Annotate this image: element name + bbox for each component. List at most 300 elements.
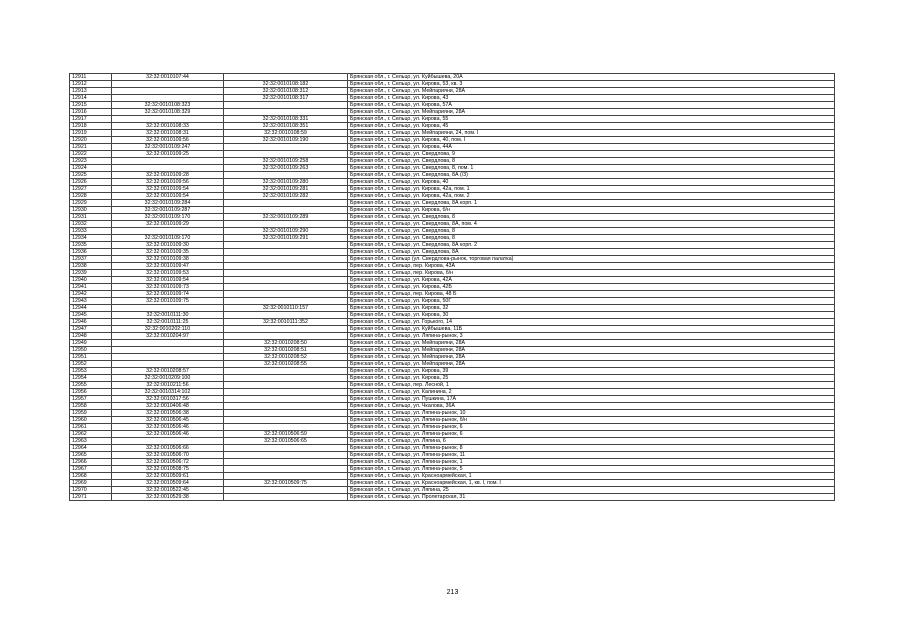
- cadastral-number-cell: [112, 340, 224, 347]
- related-cadastral-number-cell: [224, 494, 348, 501]
- cadastral-number-cell: [112, 361, 224, 368]
- row-number-cell: 12954: [70, 375, 112, 382]
- related-cadastral-number-cell: [224, 368, 348, 375]
- cadastral-number-cell: [112, 305, 224, 312]
- table-row: [70, 249, 835, 256]
- row-number-cell: 12961: [70, 424, 112, 431]
- related-cadastral-number-cell: [224, 382, 348, 389]
- address-cell: Брянская обл., г. Сельцо, ул. Ляпина-рынок, 6: [348, 431, 835, 438]
- address-cell: Брянская обл., г. Сельцо (ул. Свердлова-рынок, торговая палатка): [348, 256, 835, 263]
- address-cell: Брянская обл., г. Сельцо, ул. Свердлова, 9: [348, 151, 835, 158]
- table-row: [70, 319, 835, 326]
- address-cell: Брянская обл., г. Сельцо, ул. Кирова, 45: [348, 123, 835, 130]
- address-cell: Брянская обл., г. Сельцо, ул. Ляпина-рынок, 6: [348, 424, 835, 431]
- table-row: [70, 179, 835, 186]
- related-cadastral-number-cell: [224, 410, 348, 417]
- row-number-cell: 12963: [70, 438, 112, 445]
- address-cell: Брянская обл., г. Сельцо, ул. Пушкина, 17А: [348, 396, 835, 403]
- cadastral-number-cell: 32:32:0010107:44: [112, 74, 224, 81]
- cadastral-number-cell: 32:32:0010209:100: [112, 375, 224, 382]
- address-cell: Брянская обл., г. Сельцо, ул. Свердлова, 8: [348, 158, 835, 165]
- address-cell: Брянская обл., г. Сельцо, ул. Ляпина-рынок, 8: [348, 445, 835, 452]
- cadastral-number-cell: 32:32:0010109:170: [112, 214, 224, 221]
- cadastral-number-cell: 32:32:0010506:70: [112, 452, 224, 459]
- related-cadastral-number-cell: 32:32:0010208:55: [224, 361, 348, 368]
- address-cell: Брянская обл., г. Сельцо, ул. Пролетарская, 31: [348, 494, 835, 501]
- related-cadastral-number-cell: 32:32:0010108:351: [224, 123, 348, 130]
- table-row: [70, 207, 835, 214]
- related-cadastral-number-cell: [224, 270, 348, 277]
- row-number-cell: 12956: [70, 389, 112, 396]
- cadastral-number-cell: 32:32:0010109:30: [112, 242, 224, 249]
- related-cadastral-number-cell: 32:32:0010109:290: [224, 228, 348, 235]
- address-cell: Брянская обл., г. Сельцо, ул. Кирова, б/н: [348, 207, 835, 214]
- related-cadastral-number-cell: [224, 172, 348, 179]
- address-cell: Брянская обл., г. Сельцо, ул. Кирова, 42А: [348, 277, 835, 284]
- cadastral-number-cell: 32:32:0010111:25: [112, 319, 224, 326]
- row-number-cell: 12925: [70, 172, 112, 179]
- table-row: [70, 396, 835, 403]
- table-row: [70, 242, 835, 249]
- row-number-cell: 12920: [70, 137, 112, 144]
- row-number-cell: 12949: [70, 340, 112, 347]
- row-number-cell: 12953: [70, 368, 112, 375]
- related-cadastral-number-cell: [224, 151, 348, 158]
- address-cell: Брянская обл., г. Сельцо, ул. Ляпина-рынок, 5: [348, 466, 835, 473]
- related-cadastral-number-cell: 32:32:0010506:59: [224, 431, 348, 438]
- cadastral-number-cell: [112, 158, 224, 165]
- cadastral-number-cell: 32:32:0010109:38: [112, 256, 224, 263]
- table-row: [70, 284, 835, 291]
- cadastral-number-cell: 32:32:0010204:97: [112, 333, 224, 340]
- table-row: [70, 466, 835, 473]
- table-row: [70, 214, 835, 221]
- table-row: [70, 305, 835, 312]
- table-row: [70, 438, 835, 445]
- related-cadastral-number-cell: 32:32:0010110:157: [224, 305, 348, 312]
- cadastral-number-cell: 32:32:0010208:57: [112, 368, 224, 375]
- related-cadastral-number-cell: 32:32:0010109:281: [224, 186, 348, 193]
- related-cadastral-number-cell: 32:32:0010108:317: [224, 95, 348, 102]
- table-row: [70, 130, 835, 137]
- table-row: [70, 375, 835, 382]
- related-cadastral-number-cell: 32:32:0010208:50: [224, 340, 348, 347]
- row-number-cell: 12916: [70, 109, 112, 116]
- cadastral-number-cell: 32:32:0010109:54: [112, 193, 224, 200]
- address-cell: Брянская обл., г. Сельцо, ул. Кирова, 57А: [348, 102, 835, 109]
- address-cell: Брянская обл., г. Сельцо, ул. Кирова, 44А: [348, 144, 835, 151]
- row-number-cell: 12943: [70, 298, 112, 305]
- table-row: [70, 312, 835, 319]
- table-row: [70, 102, 835, 109]
- address-cell: Брянская обл., г. Сельцо, ул. Кирова, 40: [348, 179, 835, 186]
- cadastral-number-cell: 32:32:0010406:48: [112, 403, 224, 410]
- address-cell: Брянская обл., г. Сельцо, ул. Свердлова, 8А корп. 2: [348, 242, 835, 249]
- table-row: [70, 81, 835, 88]
- row-number-cell: 12926: [70, 179, 112, 186]
- cadastral-number-cell: 32:32:0010314:102: [112, 389, 224, 396]
- table-row: [70, 473, 835, 480]
- row-number-cell: 12959: [70, 410, 112, 417]
- table-row: [70, 291, 835, 298]
- address-cell: Брянская обл., г. Сельцо, ул. Кирова, 55: [348, 116, 835, 123]
- cadastral-number-cell: 32:32:0010509:64: [112, 480, 224, 487]
- related-cadastral-number-cell: 32:32:0010109:280: [224, 179, 348, 186]
- cadastral-number-cell: 32:32:0010109:73: [112, 284, 224, 291]
- address-cell: Брянская обл., г. Сельцо, ул. Мейпарияни, 28А: [348, 109, 835, 116]
- table-row: [70, 410, 835, 417]
- address-cell: Брянская обл., г. Сельцо, ул. Мейпарияни, 28А: [348, 340, 835, 347]
- table-row: [70, 403, 835, 410]
- row-number-cell: 12937: [70, 256, 112, 263]
- row-number-cell: 12958: [70, 403, 112, 410]
- related-cadastral-number-cell: [224, 74, 348, 81]
- address-cell: Брянская обл., г. Сельцо, пер. Лесной, 1: [348, 382, 835, 389]
- address-cell: Брянская обл., г. Сельцо, пер. Кирова, б/н: [348, 270, 835, 277]
- cadastral-number-cell: 32:32:0010506:46: [112, 424, 224, 431]
- address-cell: Брянская обл., г. Сельцо, ул. Ляпина-рынок, 1: [348, 459, 835, 466]
- table-row: [70, 235, 835, 242]
- table-row: [70, 256, 835, 263]
- address-cell: Брянская обл., г. Сельцо, ул. Свердлова, 8А, пом. 4: [348, 221, 835, 228]
- row-number-cell: 12927: [70, 186, 112, 193]
- row-number-cell: 12911: [70, 74, 112, 81]
- cadastral-number-cell: 32:32:0010108:323: [112, 102, 224, 109]
- cadastral-number-cell: 32:32:0010108:33: [112, 123, 224, 130]
- related-cadastral-number-cell: [224, 487, 348, 494]
- row-number-cell: 12915: [70, 102, 112, 109]
- address-cell: Брянская обл., г. Сельцо, ул. Кирова, 43: [348, 95, 835, 102]
- related-cadastral-number-cell: 32:32:0010109:190: [224, 137, 348, 144]
- cadastral-number-cell: [112, 116, 224, 123]
- address-cell: Брянская обл., г. Сельцо, ул. Ляпина-рынок, 10: [348, 410, 835, 417]
- table-row: [70, 417, 835, 424]
- address-registry-table: [69, 73, 835, 501]
- cadastral-number-cell: 32:32:0010111:30: [112, 312, 224, 319]
- row-number-cell: 12933: [70, 228, 112, 235]
- table-row: [70, 74, 835, 81]
- row-number-cell: 12970: [70, 487, 112, 494]
- related-cadastral-number-cell: [224, 291, 348, 298]
- table-row: [70, 263, 835, 270]
- related-cadastral-number-cell: [224, 277, 348, 284]
- address-cell: Брянская обл., г. Сельцо, пер. Кирова, 43А: [348, 263, 835, 270]
- table-row: [70, 109, 835, 116]
- address-cell: Брянская обл., г. Сельцо, ул. Ляпина, 6: [348, 438, 835, 445]
- related-cadastral-number-cell: [224, 473, 348, 480]
- related-cadastral-number-cell: [224, 424, 348, 431]
- related-cadastral-number-cell: 32:32:0010108:59: [224, 130, 348, 137]
- cadastral-number-cell: [112, 88, 224, 95]
- related-cadastral-number-cell: 32:32:0010109:282: [224, 193, 348, 200]
- related-cadastral-number-cell: [224, 207, 348, 214]
- address-cell: Брянская обл., г. Сельцо, ул. Ляпина-рынок, б/н: [348, 417, 835, 424]
- cadastral-number-cell: [112, 347, 224, 354]
- table-row: [70, 277, 835, 284]
- row-number-cell: 12931: [70, 214, 112, 221]
- cadastral-number-cell: 32:32:0010508:75: [112, 466, 224, 473]
- row-number-cell: 12952: [70, 361, 112, 368]
- cadastral-number-cell: 32:32:0010522:45: [112, 487, 224, 494]
- table-row: [70, 193, 835, 200]
- table-row: [70, 487, 835, 494]
- cadastral-number-cell: 32:32:0010109:53: [112, 270, 224, 277]
- table-row: [70, 200, 835, 207]
- related-cadastral-number-cell: [224, 326, 348, 333]
- address-cell: Брянская обл., г. Сельцо, ул. Свердлова, 8: [348, 228, 835, 235]
- address-cell: Брянская обл., г. Сельцо, ул. Кирова, 40, пом. I: [348, 137, 835, 144]
- table-row: [70, 186, 835, 193]
- table-row: [70, 158, 835, 165]
- related-cadastral-number-cell: 32:32:0010208:51: [224, 347, 348, 354]
- related-cadastral-number-cell: [224, 102, 348, 109]
- table-row: [70, 340, 835, 347]
- table-row: [70, 298, 835, 305]
- related-cadastral-number-cell: [224, 375, 348, 382]
- table-row: [70, 333, 835, 340]
- table-row: [70, 480, 835, 487]
- address-cell: Брянская обл., г. Сельцо, ул. Ляпина-рынок, 11: [348, 452, 835, 459]
- related-cadastral-number-cell: 32:32:0010506:65: [224, 438, 348, 445]
- row-number-cell: 12938: [70, 263, 112, 270]
- cadastral-number-cell: 32:32:0010108:31: [112, 130, 224, 137]
- address-cell: Брянская обл., г. Сельцо, ул. Мейпарияни, 24, пом. I: [348, 130, 835, 137]
- address-cell: Брянская обл., г. Сельцо, ул. Свердлова, 8: [348, 214, 835, 221]
- related-cadastral-number-cell: [224, 249, 348, 256]
- row-number-cell: 12939: [70, 270, 112, 277]
- cadastral-number-cell: 32:32:0010202:110: [112, 326, 224, 333]
- address-cell: Брянская обл., г. Сельцо, ул. Свердлова, 8: [348, 235, 835, 242]
- address-cell: Брянская обл., г. Сельцо, ул. Кирова, 42а, пом. 2: [348, 193, 835, 200]
- address-cell: Брянская обл., г. Сельцо, ул. Мейпарияни, 28А: [348, 347, 835, 354]
- related-cadastral-number-cell: 32:32:0010109:258: [224, 158, 348, 165]
- row-number-cell: 12924: [70, 165, 112, 172]
- row-number-cell: 12930: [70, 207, 112, 214]
- address-cell: Брянская обл., г. Сельцо, ул. Кирова, 53, кв. 3: [348, 81, 835, 88]
- row-number-cell: 12918: [70, 123, 112, 130]
- related-cadastral-number-cell: [224, 452, 348, 459]
- row-number-cell: 12968: [70, 473, 112, 480]
- row-number-cell: 12962: [70, 431, 112, 438]
- cadastral-number-cell: 32:32:0010529:38: [112, 494, 224, 501]
- row-number-cell: 12967: [70, 466, 112, 473]
- table-row: [70, 144, 835, 151]
- address-cell: Брянская обл., г. Сельцо, пер. Кирова, 48 Б: [348, 291, 835, 298]
- table-row: [70, 123, 835, 130]
- row-number-cell: 12923: [70, 158, 112, 165]
- cadastral-number-cell: [112, 81, 224, 88]
- cadastral-number-cell: 32:32:0010109:54: [112, 277, 224, 284]
- row-number-cell: 12951: [70, 354, 112, 361]
- cadastral-number-cell: 32:32:0010108:329: [112, 109, 224, 116]
- row-number-cell: 12922: [70, 151, 112, 158]
- address-cell: Брянская обл., г. Сельцо, ул. Кирова, 25: [348, 375, 835, 382]
- row-number-cell: 12942: [70, 291, 112, 298]
- address-cell: Брянская обл., г. Сельцо, ул. Свердлова, 8А: [348, 249, 835, 256]
- address-cell: Брянская обл., г. Сельцо, ул. Мейпарияни, 28А: [348, 361, 835, 368]
- related-cadastral-number-cell: [224, 417, 348, 424]
- related-cadastral-number-cell: [224, 459, 348, 466]
- row-number-cell: 12914: [70, 95, 112, 102]
- cadastral-number-cell: 32:32:0010109:56: [112, 137, 224, 144]
- address-cell: Брянская обл., г. Сельцо, ул. Кирова, 50Г: [348, 298, 835, 305]
- table-row: [70, 137, 835, 144]
- address-cell: Брянская обл., г. Сельцо, ул. Кирова, 30: [348, 312, 835, 319]
- row-number-cell: 12969: [70, 480, 112, 487]
- address-cell: Брянская обл., г. Сельцо, ул. Куйбышева, 20А: [348, 74, 835, 81]
- table-row: [70, 445, 835, 452]
- row-number-cell: 12936: [70, 249, 112, 256]
- related-cadastral-number-cell: [224, 333, 348, 340]
- table-row: [70, 165, 835, 172]
- cadastral-number-cell: 32:32:0010109:47: [112, 263, 224, 270]
- cadastral-number-cell: 32:32:0010509:61: [112, 473, 224, 480]
- related-cadastral-number-cell: 32:32:0010108:312: [224, 88, 348, 95]
- cadastral-number-cell: 32:32:0010109:284: [112, 200, 224, 207]
- cadastral-number-cell: 32:32:0010109:247: [112, 144, 224, 151]
- cadastral-number-cell: 32:32:0010506:38: [112, 410, 224, 417]
- row-number-cell: 12947: [70, 326, 112, 333]
- address-cell: Брянская обл., г. Сельцо, ул. Калинина, 2: [348, 389, 835, 396]
- address-cell: Брянская обл., г. Сельцо, ул. Кирова, 32: [348, 305, 835, 312]
- table-row: [70, 494, 835, 501]
- related-cadastral-number-cell: [224, 284, 348, 291]
- cadastral-number-cell: 32:32:0010109:25: [112, 151, 224, 158]
- row-number-cell: 12921: [70, 144, 112, 151]
- address-cell: Брянская обл., г. Сельцо, ул. Свердлова, 8А корп. 1: [348, 200, 835, 207]
- row-number-cell: 12932: [70, 221, 112, 228]
- related-cadastral-number-cell: [224, 445, 348, 452]
- cadastral-number-cell: 32:32:0010211:56: [112, 382, 224, 389]
- cadastral-number-cell: 32:32:0010506:66: [112, 445, 224, 452]
- related-cadastral-number-cell: 32:32:0010208:52: [224, 354, 348, 361]
- address-cell: Брянская обл., г. Сельцо, ул. Свердлова, 8А (/3): [348, 172, 835, 179]
- address-cell: Брянская обл., г. Сельцо, ул. Ляпина-рынок, 3: [348, 333, 835, 340]
- related-cadastral-number-cell: [224, 298, 348, 305]
- table-row: [70, 116, 835, 123]
- table-row: [70, 221, 835, 228]
- row-number-cell: 12948: [70, 333, 112, 340]
- address-cell: Брянская обл., г. Сельцо, ул. Кирова, 42Б: [348, 284, 835, 291]
- table-row: [70, 172, 835, 179]
- row-number-cell: 12946: [70, 319, 112, 326]
- related-cadastral-number-cell: [224, 109, 348, 116]
- address-cell: Брянская обл., г. Сельцо, ул. Красноармейская, 1, кв. I, пом. I: [348, 480, 835, 487]
- related-cadastral-number-cell: [224, 200, 348, 207]
- table-row: [70, 326, 835, 333]
- row-number-cell: 12964: [70, 445, 112, 452]
- address-cell: Брянская обл., г. Сельцо, ул. Кирова, 42а, пом. 1: [348, 186, 835, 193]
- row-number-cell: 12934: [70, 235, 112, 242]
- related-cadastral-number-cell: [224, 396, 348, 403]
- row-number-cell: 12955: [70, 382, 112, 389]
- cadastral-number-cell: [112, 165, 224, 172]
- related-cadastral-number-cell: [224, 221, 348, 228]
- row-number-cell: 12929: [70, 200, 112, 207]
- row-number-cell: 12944: [70, 305, 112, 312]
- cadastral-number-cell: [112, 95, 224, 102]
- row-number-cell: 12945: [70, 312, 112, 319]
- address-cell: Брянская обл., г. Сельцо, ул. Мейпарияни, 28А: [348, 354, 835, 361]
- related-cadastral-number-cell: 32:32:0010108:182: [224, 81, 348, 88]
- row-number-cell: 12960: [70, 417, 112, 424]
- related-cadastral-number-cell: [224, 263, 348, 270]
- page-number: 213: [446, 589, 459, 596]
- related-cadastral-number-cell: 32:32:0010111:352: [224, 319, 348, 326]
- related-cadastral-number-cell: [224, 256, 348, 263]
- row-number-cell: 12940: [70, 277, 112, 284]
- table-row: [70, 431, 835, 438]
- row-number-cell: 12965: [70, 452, 112, 459]
- table-row: [70, 424, 835, 431]
- table-row: [70, 95, 835, 102]
- table-row: [70, 368, 835, 375]
- related-cadastral-number-cell: 32:32:0010109:291: [224, 235, 348, 242]
- address-cell: Брянская обл., г. Сельцо, ул. Куйбышева, 11Б: [348, 326, 835, 333]
- table-row: [70, 270, 835, 277]
- table-row: [70, 88, 835, 95]
- table-row: [70, 354, 835, 361]
- related-cadastral-number-cell: [224, 144, 348, 151]
- cadastral-number-cell: 32:32:0010109:35: [112, 249, 224, 256]
- row-number-cell: 12966: [70, 459, 112, 466]
- address-cell: Брянская обл., г. Сельцо, ул. Красноармейская, 1: [348, 473, 835, 480]
- table-row: [70, 228, 835, 235]
- related-cadastral-number-cell: [224, 389, 348, 396]
- row-number-cell: 12913: [70, 88, 112, 95]
- row-number-cell: 12950: [70, 347, 112, 354]
- cadastral-number-cell: 32:32:0010506:46: [112, 431, 224, 438]
- address-cell: Брянская обл., г. Сельцо, ул. Мейпарияни, 28А: [348, 88, 835, 95]
- related-cadastral-number-cell: 32:32:0010109:263: [224, 165, 348, 172]
- cadastral-number-cell: 32:32:0010109:56: [112, 179, 224, 186]
- cadastral-number-cell: 32:32:0010109:28: [112, 172, 224, 179]
- cadastral-number-cell: 32:32:0010506:45: [112, 417, 224, 424]
- row-number-cell: 12957: [70, 396, 112, 403]
- related-cadastral-number-cell: [224, 312, 348, 319]
- table-row: [70, 389, 835, 396]
- address-cell: Брянская обл., г. Сельцо, ул. Свердлова, 8, пом. 1: [348, 165, 835, 172]
- related-cadastral-number-cell: [224, 403, 348, 410]
- cadastral-number-cell: [112, 228, 224, 235]
- cadastral-number-cell: 32:32:0010506:72: [112, 459, 224, 466]
- cadastral-number-cell: [112, 354, 224, 361]
- table-body: [70, 74, 835, 501]
- related-cadastral-number-cell: [224, 466, 348, 473]
- cadastral-number-cell: 32:32:0010109:287: [112, 207, 224, 214]
- related-cadastral-number-cell: 32:32:0010108:331: [224, 116, 348, 123]
- table-row: [70, 361, 835, 368]
- cadastral-number-cell: 32:32:0010109:75: [112, 298, 224, 305]
- row-number-cell: 12941: [70, 284, 112, 291]
- related-cadastral-number-cell: 32:32:0010109:289: [224, 214, 348, 221]
- address-cell: Брянская обл., г. Сельцо, ул. Горького, 14: [348, 319, 835, 326]
- address-cell: Брянская обл., г. Сельцо, ул. Ляпина, 25: [348, 487, 835, 494]
- cadastral-number-cell: 32:32:0010109:170: [112, 235, 224, 242]
- row-number-cell: 12971: [70, 494, 112, 501]
- cadastral-number-cell: 32:32:0010109:29: [112, 221, 224, 228]
- row-number-cell: 12935: [70, 242, 112, 249]
- address-cell: Брянская обл., г. Сельцо, ул. Чкалова, 36А: [348, 403, 835, 410]
- table-row: [70, 452, 835, 459]
- cadastral-number-cell: 32:32:0010109:74: [112, 291, 224, 298]
- table-row: [70, 347, 835, 354]
- table-row: [70, 151, 835, 158]
- cadastral-number-cell: 32:32:0010109:54: [112, 186, 224, 193]
- row-number-cell: 12912: [70, 81, 112, 88]
- row-number-cell: 12917: [70, 116, 112, 123]
- row-number-cell: 12928: [70, 193, 112, 200]
